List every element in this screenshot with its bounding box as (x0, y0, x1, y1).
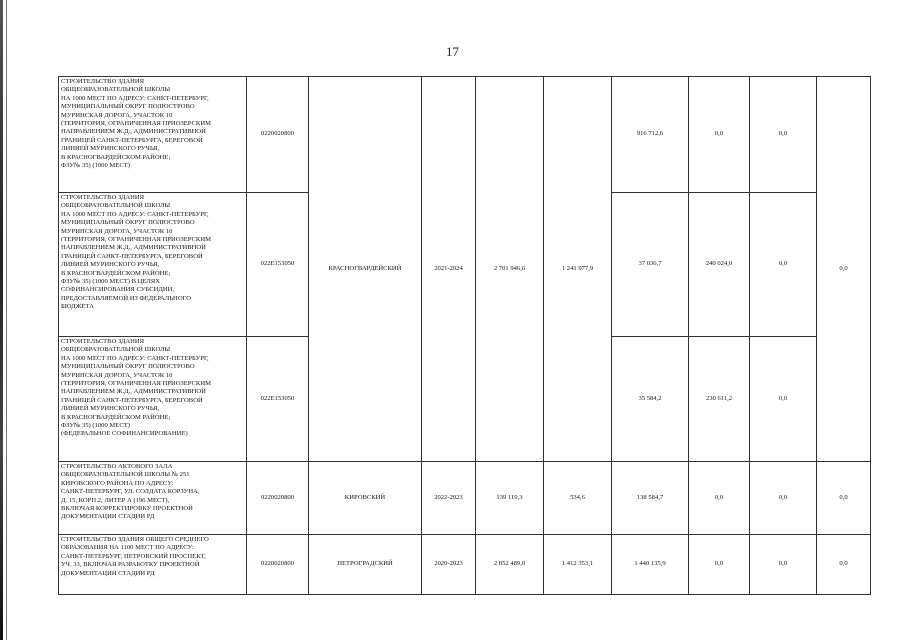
table-row (59, 77, 871, 193)
district-cell: ПЕТРОГРАДСКИЙ (309, 535, 422, 595)
year2-value-cell: 0,0 (689, 535, 750, 595)
year3-value-cell: 0,0 (750, 193, 817, 337)
period-cell: 2022-2023 (422, 462, 476, 535)
total-cost-cell: 139 119,3 (476, 462, 544, 535)
table-row (59, 462, 871, 535)
total-cost-cell: 2 701 946,6 (476, 77, 544, 462)
budget-code-cell: 0220020800 (247, 535, 309, 595)
year2-value-cell: 230 611,2 (689, 337, 750, 462)
year4-value-cell: 0,0 (817, 462, 871, 535)
district-cell: КРАСНОГВАРДЕЙСКИЙ (309, 77, 422, 462)
year2-value-cell: 0,0 (689, 462, 750, 535)
paid-amount-cell: 1 412 353,1 (544, 535, 612, 595)
year3-value-cell: 0,0 (750, 337, 817, 462)
paid-amount-cell: 1 241 977,9 (544, 77, 612, 462)
budget-code-cell: 0220020800 (247, 462, 309, 535)
district-cell: КИРОВСКИЙ (309, 462, 422, 535)
total-cost-cell: 2 852 489,0 (476, 535, 544, 595)
object-name-cell: СТРОИТЕЛЬСТВО ЗДАНИЯ ОБЩЕОБРАЗОВАТЕЛЬНОЙ ШКОЛЫ НА 1000 МЕСТ ПО АДРЕСУ: САНКТ-ПЕТЕРБУРГ, МУНИЦИПАЛЬНЫЙ ОКРУГ ПОЛЮСТРОВО МУРИНСКАЯ ДОРОГА, УЧАСТОК 10 (ТЕРРИТОРИЯ, ОГРАНИЧЕННАЯ ПРИОЗЕРСКИМ НАПРАВЛЕНИЕМ Ж.Д., АДМИНИСТРАТИВНОЙ ГРАНИЦЕЙ САНКТ-ПЕТЕРБУРГА, БЕРЕГОВОЙ ЛИНИЕЙ МУРИНСКОГО РУЧЬЯ, В КРАСНОГВАРДЕЙСКОМ РАЙОНЕ; ФЗУ№ 35) (1000 МЕСТ) В ЦЕЛЯХ СОФИНАНСИРОВАНИЯ СУБСИДИИ, ПРЕДОСТАВЛЯЕМОЙ ИЗ ФЕДЕРАЛЬНОГО БЮДЖЕТА (59, 193, 247, 337)
object-name-cell: СТРОИТЕЛЬСТВО АКТОВОГО ЗАЛА ОБЩЕОБРАЗОВАТЕЛЬНОЙ ШКОЛЫ № 251 КИРОВСКОГО РАЙОНА ПО АДРЕСУ: САНКТ-ПЕТЕРБУРГ, УЛ. СОЛДАТА КОРЗУНА, Д. 15, КОРП.2, ЛИТЕР А (196 МЕСТ), ВКЛЮЧАЯ КОРРЕКТИРОВКУ ПРОЕКТНОЙ ДОКУМЕНТАЦИИ СТАДИИ РД (59, 462, 247, 535)
year1-value-cell: 916 712,6 (612, 77, 689, 193)
page-edge-line (6, 0, 7, 640)
budget-code-cell: 022E153050 (247, 193, 309, 337)
year3-value-cell: 0,0 (750, 462, 817, 535)
budget-code-cell: 0220020800 (247, 77, 309, 193)
year2-value-cell: 240 024,0 (689, 193, 750, 337)
object-name-cell: СТРОИТЕЛЬСТВО ЗДАНИЯ ОБЩЕОБРАЗОВАТЕЛЬНОЙ ШКОЛЫ НА 1000 МЕСТ ПО АДРЕСУ: САНКТ-ПЕТЕРБУРГ, МУНИЦИПАЛЬНЫЙ ОКРУГ ПОЛЮСТРОВО МУРИНСКАЯ ДОРОГА, УЧАСТОК 10 (ТЕРРИТОРИЯ, ОГРАНИЧЕННАЯ ПРИОЗЕРСКИМ НАПРАВЛЕНИЕМ Ж.Д., АДМИНИСТРАТИВНОЙ ГРАНИЦЕЙ САНКТ-ПЕТЕРБУРГА, БЕРЕГОВОЙ ЛИНИЕЙ МУРИНСКОГО РУЧЬЯ, В КРАСНОГВАРДЕЙСКОМ РАЙОНЕ; ФЗУ№ 35) (1000 МЕСТ) (59, 77, 247, 193)
year1-value-cell: 35 584,2 (612, 337, 689, 462)
year1-value-cell: 37 036,7 (612, 193, 689, 337)
object-name-cell: СТРОИТЕЛЬСТВО ЗДАНИЯ ОБЩЕОБРАЗОВАТЕЛЬНОЙ ШКОЛЫ НА 1000 МЕСТ ПО АДРЕСУ: САНКТ-ПЕТЕРБУРГ, МУНИЦИПАЛЬНЫЙ ОКРУГ ПОЛЮСТРОВО МУРИНСКАЯ ДОРОГА, УЧАСТОК 10 (ТЕРРИТОРИЯ, ОГРАНИЧЕННАЯ ПРИОЗЕРСКИМ НАПРАВЛЕНИЕМ Ж.Д., АДМИНИСТРАТИВНОЙ ГРАНИЦЕЙ САНКТ-ПЕТЕРБУРГА, БЕРЕГОВОЙ ЛИНИЕЙ МУРИНСКОГО РУЧЬЯ, В КРАСНОГВАРДЕЙСКОМ РАЙОНЕ; ФЗУ№ 35) (1000 МЕСТ) (ФЕДЕРАЛЬНОЕ СОФИНАНСИРОВАНИЕ) (59, 337, 247, 462)
year2-value-cell: 0,0 (689, 77, 750, 193)
year3-value-cell: 0,0 (750, 77, 817, 193)
period-cell: 2020-2023 (422, 535, 476, 595)
page-number: 17 (446, 44, 459, 59)
year1-value-cell: 1 440 135,9 (612, 535, 689, 595)
year1-value-cell: 138 584,7 (612, 462, 689, 535)
paid-amount-cell: 534,6 (544, 462, 612, 535)
budget-code-cell: 022E153050 (247, 337, 309, 462)
table-row (59, 535, 871, 595)
year4-value-cell: 0,0 (817, 535, 871, 595)
budget-table (58, 76, 871, 595)
page-edge-shadow (0, 0, 3, 640)
year4-value-cell: 0,0 (817, 77, 871, 462)
period-cell: 2021-2024 (422, 77, 476, 462)
year3-value-cell: 0,0 (750, 535, 817, 595)
object-name-cell: СТРОИТЕЛЬСТВО ЗДАНИЯ ОБЩЕГО СРЕДНЕГО ОБРАЗОВАНИЯ НА 1100 МЕСТ ПО АДРЕСУ: САНКТ-ПЕТЕРБУРГ, ПЕТРОВСКИЙ ПРОСПЕКТ, УЧ. 33, ВКЛЮЧАЯ РАЗРАБОТКУ ПРОЕКТНОЙ ДОКУМЕНТАЦИИ СТАДИИ РД (59, 535, 247, 595)
